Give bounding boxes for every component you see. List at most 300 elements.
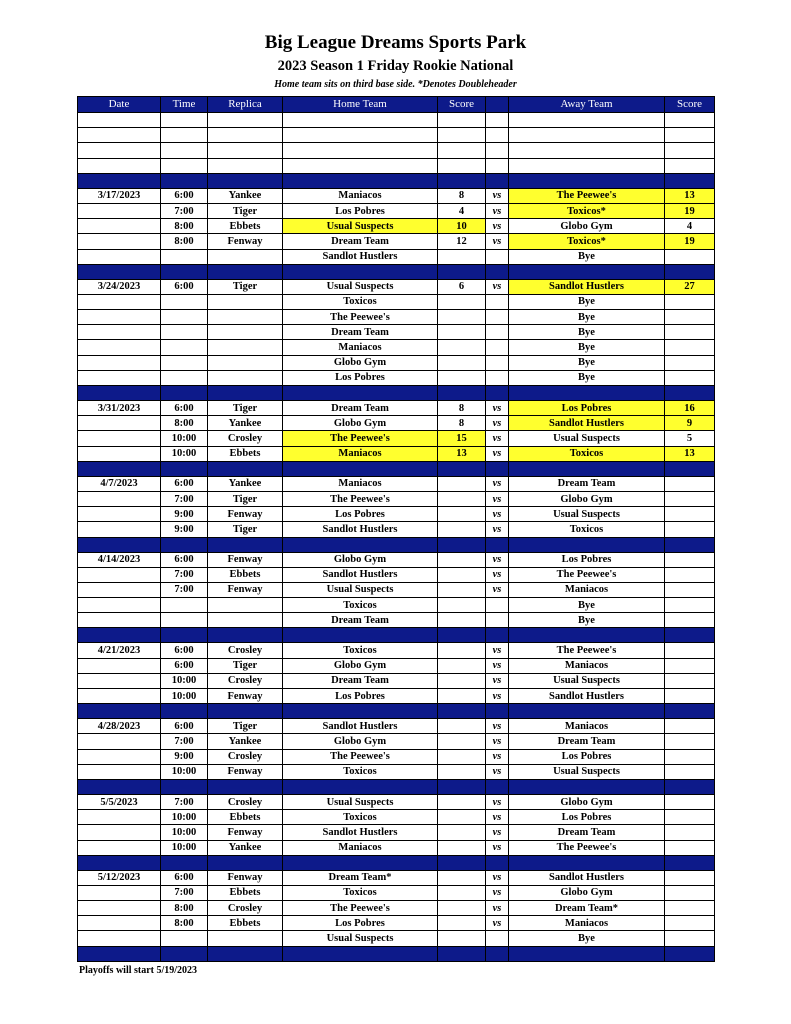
game-row bbox=[78, 325, 715, 340]
separator-cell bbox=[509, 704, 665, 719]
game-row bbox=[78, 658, 715, 673]
cell-replica bbox=[208, 613, 283, 628]
cell-home-team: Globo Gym bbox=[283, 658, 438, 673]
cell-replica: Tiger bbox=[208, 658, 283, 673]
game-row bbox=[78, 476, 715, 491]
cell-date bbox=[78, 143, 161, 158]
separator-cell bbox=[486, 855, 509, 870]
cell-home-team: Sandlot Hustlers bbox=[283, 249, 438, 264]
cell-home-team: Usual Suspects bbox=[283, 931, 438, 946]
week-separator bbox=[78, 537, 715, 552]
separator-cell bbox=[161, 386, 208, 401]
col-header-home-score: Score bbox=[438, 97, 486, 113]
cell-home-score bbox=[438, 734, 486, 749]
cell-vs: vs bbox=[486, 810, 509, 825]
game-row bbox=[78, 219, 715, 234]
cell-away-score bbox=[665, 370, 715, 385]
cell-away-score bbox=[665, 673, 715, 688]
cell-away-team: Toxicos bbox=[509, 522, 665, 537]
cell-time bbox=[161, 128, 208, 143]
col-header-vs bbox=[486, 97, 509, 113]
cell-date bbox=[78, 203, 161, 218]
cell-replica: Crosley bbox=[208, 643, 283, 658]
cell-home-team: Dream Team bbox=[283, 401, 438, 416]
game-row bbox=[78, 567, 715, 582]
cell-vs bbox=[486, 325, 509, 340]
separator-cell bbox=[665, 386, 715, 401]
separator-cell bbox=[283, 628, 438, 643]
cell-vs bbox=[486, 613, 509, 628]
cell-vs: vs bbox=[486, 794, 509, 809]
cell-home-score bbox=[438, 507, 486, 522]
cell-time bbox=[161, 310, 208, 325]
cell-date bbox=[78, 310, 161, 325]
cell-home-score bbox=[438, 870, 486, 885]
cell-away-score bbox=[665, 310, 715, 325]
cell-date bbox=[78, 522, 161, 537]
cell-replica: Fenway bbox=[208, 764, 283, 779]
game-row bbox=[78, 370, 715, 385]
separator-cell bbox=[486, 461, 509, 476]
separator-cell bbox=[78, 173, 161, 188]
cell-vs: vs bbox=[486, 870, 509, 885]
cell-home-team: The Peewee's bbox=[283, 491, 438, 506]
cell-away-team: Sandlot Hustlers bbox=[509, 689, 665, 704]
cell-away-team: Toxicos bbox=[509, 446, 665, 461]
cell-time: 10:00 bbox=[161, 825, 208, 840]
cell-home-score bbox=[438, 522, 486, 537]
cell-time bbox=[161, 355, 208, 370]
cell-replica: Fenway bbox=[208, 582, 283, 597]
cell-home-team: Toxicos bbox=[283, 885, 438, 900]
cell-away-score bbox=[665, 355, 715, 370]
cell-vs bbox=[486, 294, 509, 309]
cell-home-score bbox=[438, 901, 486, 916]
cell-away-score bbox=[665, 294, 715, 309]
cell-away-score bbox=[665, 825, 715, 840]
cell-date bbox=[78, 128, 161, 143]
cell-home-score bbox=[438, 689, 486, 704]
cell-replica: Ebbets bbox=[208, 885, 283, 900]
cell-vs: vs bbox=[486, 567, 509, 582]
cell-away-score bbox=[665, 249, 715, 264]
week-separator bbox=[78, 628, 715, 643]
cell-time bbox=[161, 613, 208, 628]
cell-away-team: The Peewee's bbox=[509, 643, 665, 658]
cell-away-team bbox=[509, 128, 665, 143]
cell-away-team: Globo Gym bbox=[509, 491, 665, 506]
cell-away-team: Bye bbox=[509, 310, 665, 325]
cell-replica: Tiger bbox=[208, 203, 283, 218]
cell-replica: Fenway bbox=[208, 552, 283, 567]
separator-cell bbox=[665, 779, 715, 794]
game-row bbox=[78, 825, 715, 840]
cell-away-score bbox=[665, 931, 715, 946]
cell-time bbox=[161, 113, 208, 128]
separator-cell bbox=[283, 264, 438, 279]
cell-home-team: Globo Gym bbox=[283, 552, 438, 567]
cell-away-score bbox=[665, 507, 715, 522]
cell-date bbox=[78, 491, 161, 506]
separator-cell bbox=[438, 461, 486, 476]
cell-away-team: Toxicos* bbox=[509, 203, 665, 218]
cell-replica: Tiger bbox=[208, 279, 283, 294]
game-row bbox=[78, 507, 715, 522]
cell-home-score bbox=[438, 294, 486, 309]
cell-home-score bbox=[438, 840, 486, 855]
cell-date bbox=[78, 567, 161, 582]
cell-away-score: 13 bbox=[665, 446, 715, 461]
cell-away-team: Usual Suspects bbox=[509, 673, 665, 688]
page-title: Big League Dreams Sports Park bbox=[264, 32, 527, 53]
cell-vs bbox=[486, 598, 509, 613]
cell-home-score bbox=[438, 476, 486, 491]
cell-away-score bbox=[665, 764, 715, 779]
game-row bbox=[78, 749, 715, 764]
separator-cell bbox=[486, 946, 509, 961]
separator-cell bbox=[438, 264, 486, 279]
separator-cell bbox=[509, 386, 665, 401]
cell-home-score bbox=[438, 810, 486, 825]
game-row bbox=[78, 689, 715, 704]
game-row bbox=[78, 158, 715, 173]
cell-away-score bbox=[665, 840, 715, 855]
separator-cell bbox=[208, 779, 283, 794]
col-header-away-score: Score bbox=[665, 97, 715, 113]
cell-away-score bbox=[665, 143, 715, 158]
cell-home-score: 8 bbox=[438, 416, 486, 431]
cell-away-team: Bye bbox=[509, 613, 665, 628]
cell-home-team: Usual Suspects bbox=[283, 279, 438, 294]
cell-away-team: Bye bbox=[509, 598, 665, 613]
game-row bbox=[78, 249, 715, 264]
cell-time: 7:00 bbox=[161, 885, 208, 900]
separator-cell bbox=[161, 704, 208, 719]
cell-away-score bbox=[665, 522, 715, 537]
separator-cell bbox=[208, 264, 283, 279]
cell-vs: vs bbox=[486, 234, 509, 249]
cell-replica: Yankee bbox=[208, 840, 283, 855]
cell-away-score bbox=[665, 749, 715, 764]
cell-away-score bbox=[665, 158, 715, 173]
cell-home-score bbox=[438, 143, 486, 158]
cell-time bbox=[161, 294, 208, 309]
cell-time: 7:00 bbox=[161, 734, 208, 749]
cell-away-score: 13 bbox=[665, 188, 715, 203]
cell-date bbox=[78, 325, 161, 340]
cell-replica: Fenway bbox=[208, 870, 283, 885]
cell-away-score bbox=[665, 901, 715, 916]
game-row bbox=[78, 719, 715, 734]
cell-replica bbox=[208, 113, 283, 128]
cell-time: 7:00 bbox=[161, 567, 208, 582]
game-row bbox=[78, 734, 715, 749]
cell-home-team: Globo Gym bbox=[283, 355, 438, 370]
cell-away-team: The Peewee's bbox=[509, 840, 665, 855]
cell-home-score bbox=[438, 613, 486, 628]
cell-time: 7:00 bbox=[161, 794, 208, 809]
cell-home-score bbox=[438, 491, 486, 506]
cell-home-team: Maniacos bbox=[283, 188, 438, 203]
cell-date bbox=[78, 355, 161, 370]
cell-time bbox=[161, 598, 208, 613]
separator-cell bbox=[283, 704, 438, 719]
col-header-date: Date bbox=[78, 97, 161, 113]
cell-away-team bbox=[509, 113, 665, 128]
cell-home-team: Usual Suspects bbox=[283, 582, 438, 597]
cell-replica bbox=[208, 931, 283, 946]
cell-time: 6:00 bbox=[161, 870, 208, 885]
cell-home-team: The Peewee's bbox=[283, 749, 438, 764]
cell-home-team: Los Pobres bbox=[283, 916, 438, 931]
cell-away-team: Maniacos bbox=[509, 582, 665, 597]
cell-date: 4/7/2023 bbox=[78, 476, 161, 491]
cell-home-team bbox=[283, 113, 438, 128]
cell-time: 10:00 bbox=[161, 840, 208, 855]
game-row bbox=[78, 764, 715, 779]
cell-date bbox=[78, 446, 161, 461]
separator-cell bbox=[161, 779, 208, 794]
cell-vs bbox=[486, 931, 509, 946]
separator-cell bbox=[78, 264, 161, 279]
cell-home-team: Los Pobres bbox=[283, 370, 438, 385]
separator-cell bbox=[208, 855, 283, 870]
cell-home-team: Sandlot Hustlers bbox=[283, 567, 438, 582]
game-row bbox=[78, 643, 715, 658]
cell-replica: Ebbets bbox=[208, 219, 283, 234]
cell-replica: Tiger bbox=[208, 719, 283, 734]
cell-home-team: Usual Suspects bbox=[283, 794, 438, 809]
cell-home-score bbox=[438, 673, 486, 688]
cell-date bbox=[78, 916, 161, 931]
cell-home-team: Maniacos bbox=[283, 340, 438, 355]
cell-date bbox=[78, 673, 161, 688]
cell-date bbox=[78, 613, 161, 628]
cell-home-score bbox=[438, 310, 486, 325]
cell-replica: Crosley bbox=[208, 749, 283, 764]
cell-date bbox=[78, 340, 161, 355]
separator-cell bbox=[665, 704, 715, 719]
cell-away-score bbox=[665, 582, 715, 597]
separator-cell bbox=[509, 779, 665, 794]
cell-home-team: Maniacos bbox=[283, 840, 438, 855]
week-separator bbox=[78, 855, 715, 870]
cell-away-team bbox=[509, 158, 665, 173]
separator-cell bbox=[509, 173, 665, 188]
cell-vs: vs bbox=[486, 431, 509, 446]
cell-date bbox=[78, 825, 161, 840]
cell-time bbox=[161, 325, 208, 340]
cell-away-score bbox=[665, 885, 715, 900]
game-row bbox=[78, 673, 715, 688]
cell-replica: Yankee bbox=[208, 734, 283, 749]
cell-vs bbox=[486, 158, 509, 173]
week-separator bbox=[78, 386, 715, 401]
cell-date bbox=[78, 507, 161, 522]
cell-away-score: 27 bbox=[665, 279, 715, 294]
cell-home-score: 12 bbox=[438, 234, 486, 249]
cell-away-score: 9 bbox=[665, 416, 715, 431]
cell-away-team: Bye bbox=[509, 370, 665, 385]
separator-cell bbox=[509, 537, 665, 552]
separator-cell bbox=[665, 537, 715, 552]
cell-vs: vs bbox=[486, 916, 509, 931]
cell-home-team: Los Pobres bbox=[283, 507, 438, 522]
cell-home-team: Globo Gym bbox=[283, 416, 438, 431]
cell-away-team bbox=[509, 143, 665, 158]
cell-time: 6:00 bbox=[161, 658, 208, 673]
cell-away-team: Dream Team* bbox=[509, 901, 665, 916]
separator-cell bbox=[283, 461, 438, 476]
cell-home-team: Toxicos bbox=[283, 764, 438, 779]
cell-home-score bbox=[438, 794, 486, 809]
cell-home-team: Sandlot Hustlers bbox=[283, 522, 438, 537]
cell-time: 10:00 bbox=[161, 673, 208, 688]
separator-cell bbox=[438, 946, 486, 961]
cell-away-score bbox=[665, 810, 715, 825]
schedule-table bbox=[77, 96, 715, 962]
cell-time: 8:00 bbox=[161, 901, 208, 916]
cell-date bbox=[78, 840, 161, 855]
cell-home-score bbox=[438, 582, 486, 597]
cell-away-score: 19 bbox=[665, 203, 715, 218]
separator-cell bbox=[283, 946, 438, 961]
cell-replica: Crosley bbox=[208, 901, 283, 916]
game-row bbox=[78, 931, 715, 946]
cell-date: 4/14/2023 bbox=[78, 552, 161, 567]
cell-time bbox=[161, 340, 208, 355]
col-header-time: Time bbox=[161, 97, 208, 113]
cell-vs bbox=[486, 128, 509, 143]
game-row bbox=[78, 901, 715, 916]
cell-vs: vs bbox=[486, 749, 509, 764]
separator-cell bbox=[208, 386, 283, 401]
game-row bbox=[78, 401, 715, 416]
cell-away-team: Los Pobres bbox=[509, 749, 665, 764]
cell-home-team: Maniacos bbox=[283, 446, 438, 461]
cell-time: 6:00 bbox=[161, 719, 208, 734]
game-row bbox=[78, 431, 715, 446]
cell-replica: Ebbets bbox=[208, 810, 283, 825]
cell-home-score: 4 bbox=[438, 203, 486, 218]
cell-date bbox=[78, 113, 161, 128]
cell-away-score bbox=[665, 340, 715, 355]
separator-cell bbox=[438, 855, 486, 870]
cell-away-team: Sandlot Hustlers bbox=[509, 279, 665, 294]
cell-replica: Ebbets bbox=[208, 446, 283, 461]
game-row bbox=[78, 522, 715, 537]
cell-date bbox=[78, 582, 161, 597]
cell-vs: vs bbox=[486, 658, 509, 673]
cell-time: 6:00 bbox=[161, 401, 208, 416]
cell-date bbox=[78, 219, 161, 234]
game-row bbox=[78, 446, 715, 461]
game-row bbox=[78, 613, 715, 628]
cell-home-score bbox=[438, 658, 486, 673]
cell-vs: vs bbox=[486, 734, 509, 749]
separator-cell bbox=[438, 537, 486, 552]
cell-replica bbox=[208, 158, 283, 173]
cell-vs: vs bbox=[486, 522, 509, 537]
cell-time bbox=[161, 931, 208, 946]
game-row bbox=[78, 491, 715, 506]
cell-date: 3/17/2023 bbox=[78, 188, 161, 203]
cell-time: 8:00 bbox=[161, 234, 208, 249]
game-row bbox=[78, 870, 715, 885]
game-row bbox=[78, 279, 715, 294]
cell-away-score bbox=[665, 113, 715, 128]
cell-home-score bbox=[438, 598, 486, 613]
cell-home-score: 8 bbox=[438, 188, 486, 203]
cell-home-team: Maniacos bbox=[283, 476, 438, 491]
separator-cell bbox=[486, 628, 509, 643]
cell-home-team: Toxicos bbox=[283, 598, 438, 613]
cell-replica: Ebbets bbox=[208, 916, 283, 931]
cell-home-team: The Peewee's bbox=[283, 901, 438, 916]
cell-home-team: Globo Gym bbox=[283, 734, 438, 749]
separator-cell bbox=[78, 628, 161, 643]
cell-date bbox=[78, 931, 161, 946]
separator-cell bbox=[78, 386, 161, 401]
cell-date bbox=[78, 901, 161, 916]
cell-away-score bbox=[665, 552, 715, 567]
cell-replica: Tiger bbox=[208, 401, 283, 416]
cell-away-team: Sandlot Hustlers bbox=[509, 870, 665, 885]
cell-away-score bbox=[665, 491, 715, 506]
cell-vs bbox=[486, 310, 509, 325]
cell-away-team: Maniacos bbox=[509, 658, 665, 673]
cell-away-team: Usual Suspects bbox=[509, 764, 665, 779]
game-row bbox=[78, 810, 715, 825]
cell-home-team: Toxicos bbox=[283, 810, 438, 825]
cell-replica: Crosley bbox=[208, 673, 283, 688]
playoffs-note: Playoffs will start 5/19/2023 bbox=[79, 965, 198, 976]
game-row bbox=[78, 340, 715, 355]
cell-away-team: Globo Gym bbox=[509, 794, 665, 809]
cell-replica bbox=[208, 310, 283, 325]
cell-away-score bbox=[665, 643, 715, 658]
cell-home-score bbox=[438, 931, 486, 946]
cell-date bbox=[78, 689, 161, 704]
cell-home-score bbox=[438, 567, 486, 582]
game-row bbox=[78, 582, 715, 597]
cell-time: 9:00 bbox=[161, 749, 208, 764]
cell-date bbox=[78, 885, 161, 900]
separator-cell bbox=[283, 386, 438, 401]
cell-replica: Yankee bbox=[208, 476, 283, 491]
game-row bbox=[78, 794, 715, 809]
game-row bbox=[78, 355, 715, 370]
cell-home-score bbox=[438, 825, 486, 840]
cell-time: 9:00 bbox=[161, 507, 208, 522]
cell-time bbox=[161, 249, 208, 264]
week-separator bbox=[78, 946, 715, 961]
separator-cell bbox=[78, 779, 161, 794]
cell-home-team: Toxicos bbox=[283, 294, 438, 309]
schedule-body bbox=[78, 113, 715, 962]
cell-vs: vs bbox=[486, 689, 509, 704]
separator-cell bbox=[486, 386, 509, 401]
cell-home-score bbox=[438, 325, 486, 340]
cell-time: 10:00 bbox=[161, 446, 208, 461]
cell-replica bbox=[208, 249, 283, 264]
separator-cell bbox=[161, 461, 208, 476]
cell-date: 3/31/2023 bbox=[78, 401, 161, 416]
week-separator bbox=[78, 173, 715, 188]
separator-cell bbox=[161, 264, 208, 279]
cell-away-team: Los Pobres bbox=[509, 401, 665, 416]
cell-time: 6:00 bbox=[161, 188, 208, 203]
